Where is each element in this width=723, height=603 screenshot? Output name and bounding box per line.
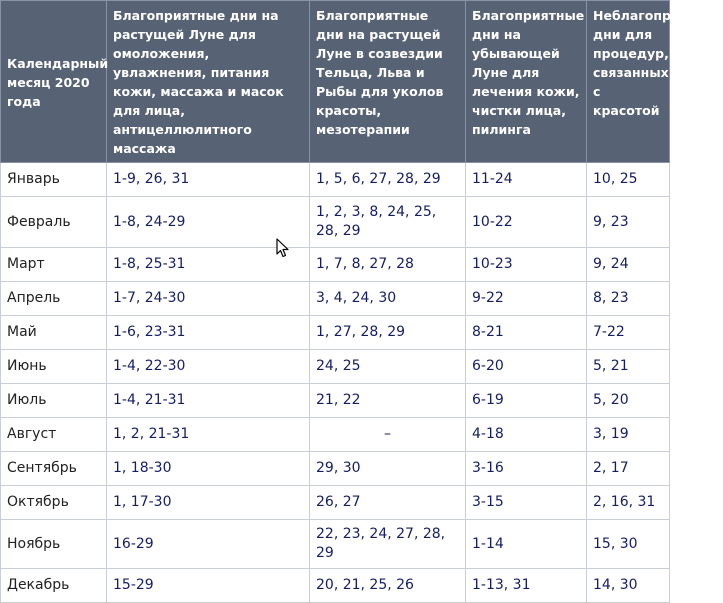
month-cell: Август — [1, 418, 107, 452]
month-cell: Июнь — [1, 350, 107, 384]
unfavorable-cell: 15, 30 — [587, 520, 670, 569]
table-body — [1, 163, 670, 603]
month-cell: Январь — [1, 163, 107, 197]
table-row — [1, 282, 670, 316]
constellation-cell: 21, 22 — [310, 384, 466, 418]
unfavorable-cell: 9, 23 — [587, 197, 670, 248]
unfavorable-cell: 5, 20 — [587, 384, 670, 418]
header-unfavorable-days: Неблагоприятные дни для процедур, связанных с красотой — [587, 1, 670, 163]
table-row — [1, 248, 670, 282]
mouse-cursor-icon — [276, 238, 290, 258]
growing-moon-cell: 1-7, 24-30 — [107, 282, 310, 316]
table-row — [1, 569, 670, 603]
growing-moon-cell: 1, 2, 21-31 — [107, 418, 310, 452]
waning-moon-cell: 9-22 — [466, 282, 587, 316]
month-cell: Март — [1, 248, 107, 282]
table-row — [1, 384, 670, 418]
constellation-cell: 3, 4, 24, 30 — [310, 282, 466, 316]
table-header — [1, 1, 723, 163]
unfavorable-cell: 5, 21 — [587, 350, 670, 384]
unfavorable-cell: 2, 16, 31 — [587, 486, 670, 520]
waning-moon-cell: 3-16 — [466, 452, 587, 486]
waning-moon-cell: 1-14 — [466, 520, 587, 569]
header-row — [1, 1, 670, 163]
month-cell: Октябрь — [1, 486, 107, 520]
waning-moon-cell: 4-18 — [466, 418, 587, 452]
constellation-cell: 20, 21, 25, 26 — [310, 569, 466, 603]
unfavorable-cell: 2, 17 — [587, 452, 670, 486]
constellation-cell: 1, 7, 8, 27, 28 — [310, 248, 466, 282]
waning-moon-cell: 11-24 — [466, 163, 587, 197]
table-row — [1, 316, 670, 350]
table-row — [1, 520, 670, 569]
table-row — [1, 197, 670, 248]
constellation-cell: 1, 27, 28, 29 — [310, 316, 466, 350]
waning-moon-cell: 3-15 — [466, 486, 587, 520]
table-row — [1, 350, 670, 384]
growing-moon-cell: 1-8, 24-29 — [107, 197, 310, 248]
constellation-cell: 29, 30 — [310, 452, 466, 486]
month-cell: Апрель — [1, 282, 107, 316]
month-cell: Февраль — [1, 197, 107, 248]
header-waning-moon: Благоприятные дни на убывающей Луне для лечения кожи, чистки лица, пилинга — [466, 1, 587, 163]
table-row — [1, 418, 670, 452]
growing-moon-cell: 1, 17-30 — [107, 486, 310, 520]
unfavorable-cell: 8, 23 — [587, 282, 670, 316]
unfavorable-cell: 14, 30 — [587, 569, 670, 603]
waning-moon-cell: 10-22 — [466, 197, 587, 248]
table-row — [1, 163, 670, 197]
growing-moon-cell: 1-4, 21-31 — [107, 384, 310, 418]
month-cell: Ноябрь — [1, 520, 107, 569]
waning-moon-cell: 10-23 — [466, 248, 587, 282]
waning-moon-cell: 8-21 — [466, 316, 587, 350]
constellation-cell: – — [310, 418, 466, 452]
growing-moon-cell: 1, 18-30 — [107, 452, 310, 486]
unfavorable-cell: 10, 25 — [587, 163, 670, 197]
constellation-cell: 1, 2, 3, 8, 24, 25, 28, 29 — [310, 197, 466, 248]
growing-moon-cell: 15-29 — [107, 569, 310, 603]
table-row — [1, 452, 670, 486]
growing-moon-cell: 1-9, 26, 31 — [107, 163, 310, 197]
constellation-cell: 1, 5, 6, 27, 28, 29 — [310, 163, 466, 197]
unfavorable-cell: 9, 24 — [587, 248, 670, 282]
growing-moon-cell: 1-8, 25-31 — [107, 248, 310, 282]
waning-moon-cell: 6-19 — [466, 384, 587, 418]
growing-moon-cell: 1-6, 23-31 — [107, 316, 310, 350]
waning-moon-cell: 6-20 — [466, 350, 587, 384]
unfavorable-cell: 3, 19 — [587, 418, 670, 452]
header-growing-moon: Благоприятные дни на растущей Луне для омоложения, увлажнения, питания кожи, массажа и масок для лица, антицеллюлитного массажа — [107, 1, 310, 163]
waning-moon-cell: 1-13, 31 — [466, 569, 587, 603]
month-cell: Июль — [1, 384, 107, 418]
month-cell: Сентябрь — [1, 452, 107, 486]
header-growing-moon-constellations: Благоприятные дни на растущей Луне в созвездии Тельца, Льва и Рыбы для уколов красоты, мезотерапии — [310, 1, 466, 163]
constellation-cell: 24, 25 — [310, 350, 466, 384]
growing-moon-cell: 16-29 — [107, 520, 310, 569]
month-cell: Май — [1, 316, 107, 350]
constellation-cell: 22, 23, 24, 27, 28, 29 — [310, 520, 466, 569]
unfavorable-cell: 7-22 — [587, 316, 670, 350]
month-cell: Декабрь — [1, 569, 107, 603]
header-month: Календарный месяц 2020 года — [1, 1, 107, 163]
table-row — [1, 486, 670, 520]
constellation-cell: 26, 27 — [310, 486, 466, 520]
growing-moon-cell: 1-4, 22-30 — [107, 350, 310, 384]
